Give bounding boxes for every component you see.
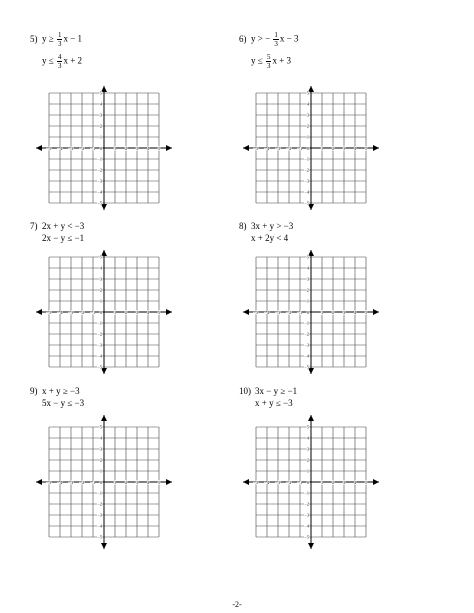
y-tick-label: 1 (99, 134, 102, 140)
x-tick-label: 2 (331, 480, 335, 485)
x-tick-label: 2 (124, 310, 128, 315)
x-tick-label: −4 (264, 480, 270, 485)
y-tick-label: 2 (99, 123, 102, 129)
x-tick-label: −5 (253, 310, 259, 315)
x-tick-label: −3 (275, 480, 281, 485)
arrow-right-icon (373, 145, 379, 151)
problem-number: 10) (239, 386, 251, 396)
x-tick-label: −1 (90, 310, 96, 315)
y-tick-label: −2 (97, 501, 102, 507)
arrow-right-icon (166, 145, 172, 151)
y-tick-label: −5 (97, 534, 102, 540)
x-tick-label: −4 (264, 146, 270, 151)
arrow-left-icon (36, 145, 42, 151)
y-tick-label: −4 (304, 189, 309, 195)
coordinate-grid-5[interactable] (34, 84, 174, 212)
coordinate-grid-7[interactable] (34, 248, 174, 376)
inequality-2: y ≤ $\frac{4}{3}$ x + 2 (42, 53, 83, 70)
inequality-2: x + y ≤ −3 (255, 398, 293, 408)
y-tick-label: 4 (99, 101, 102, 107)
x-tick-label: −3 (68, 480, 74, 485)
coordinate-grid-10[interactable] (241, 413, 381, 551)
arrow-left-icon (36, 309, 42, 315)
y-tick-label: −4 (97, 523, 102, 529)
y-tick-label: −2 (304, 167, 309, 173)
y-tick-label: 3 (306, 112, 309, 118)
y-tick-label: −4 (304, 523, 309, 529)
y-tick-label: −1 (97, 490, 102, 496)
x-tick-label: −1 (90, 146, 96, 151)
x-tick-label: 3 (135, 146, 139, 151)
x-tick-label: −5 (46, 146, 52, 151)
inequality-1: y ≥ $\frac{1}{3}$ x − 1 (42, 31, 83, 48)
y-tick-label: −1 (304, 156, 309, 162)
x-tick-label: 5 (157, 310, 161, 315)
y-tick-label: 3 (99, 276, 102, 282)
y-tick-label: −5 (97, 200, 102, 206)
problem-number: 5) (30, 34, 38, 44)
x-tick-label: −1 (90, 480, 96, 485)
x-tick-label: 1 (320, 146, 324, 151)
x-tick-label: −1 (297, 310, 303, 315)
arrow-left-icon (243, 309, 249, 315)
arrow-left-icon (36, 479, 42, 485)
x-tick-label: −2 (79, 146, 85, 151)
x-tick-label: −2 (286, 480, 292, 485)
x-tick-label: 2 (124, 146, 128, 151)
y-tick-label: −3 (97, 342, 102, 348)
x-tick-label: 1 (113, 480, 117, 485)
y-tick-label: −5 (304, 534, 309, 540)
coordinate-grid-9[interactable] (34, 413, 174, 551)
y-tick-label: 4 (306, 435, 309, 441)
y-tick-label: −5 (304, 200, 309, 206)
y-tick-label: −1 (97, 320, 102, 326)
x-tick-label: −5 (253, 480, 259, 485)
arrow-up-icon (308, 415, 314, 421)
x-tick-label: 4 (146, 310, 150, 315)
page-number: -2- (232, 600, 242, 609)
x-tick-label: 4 (353, 146, 357, 151)
x-tick-label: −3 (68, 146, 74, 151)
x-tick-label: −5 (46, 310, 52, 315)
y-tick-label: −5 (97, 364, 102, 370)
y-tick-label: 4 (99, 265, 102, 271)
inequality-2: 5x − y ≤ −3 (42, 398, 85, 408)
inequality-1: 3x − y ≥ −1 (255, 386, 298, 396)
y-tick-label: −3 (97, 178, 102, 184)
x-tick-label: 1 (113, 310, 117, 315)
arrow-right-icon (166, 479, 172, 485)
y-tick-label: 1 (99, 468, 102, 474)
arrow-down-icon (101, 543, 107, 549)
y-tick-label: 1 (306, 298, 309, 304)
y-tick-label: −2 (97, 167, 102, 173)
y-tick-label: 4 (99, 435, 102, 441)
y-tick-label: 2 (306, 287, 309, 293)
x-tick-label: 1 (113, 146, 117, 151)
x-tick-label: 5 (364, 480, 368, 485)
inequality-1: 2x + y < −3 (42, 221, 85, 231)
x-tick-label: −1 (297, 146, 303, 151)
coordinate-grid-6[interactable] (241, 84, 381, 212)
x-tick-label: −4 (57, 146, 63, 151)
arrow-right-icon (373, 309, 379, 315)
x-tick-label: 0 (306, 480, 310, 485)
x-tick-label: −2 (286, 310, 292, 315)
y-tick-label: −4 (97, 353, 102, 359)
inequality-2: 2x − y ≤ −1 (42, 233, 85, 243)
arrow-right-icon (166, 309, 172, 315)
arrow-left-icon (243, 145, 249, 151)
x-tick-label: 5 (364, 146, 368, 151)
problem-number: 6) (239, 34, 247, 44)
arrow-right-icon (373, 479, 379, 485)
y-tick-label: 5 (99, 424, 102, 430)
inequality-1: y > − $\frac{1}{3}$ x − 3 (251, 31, 299, 48)
x-tick-label: 2 (124, 480, 128, 485)
y-tick-label: −3 (304, 342, 309, 348)
x-tick-label: −4 (57, 310, 63, 315)
y-tick-label: 2 (99, 457, 102, 463)
x-tick-label: 3 (342, 480, 346, 485)
x-tick-label: −2 (79, 310, 85, 315)
x-tick-label: −5 (46, 480, 52, 485)
x-tick-label: 2 (331, 310, 335, 315)
y-tick-label: −2 (97, 331, 102, 337)
x-tick-label: −4 (57, 480, 63, 485)
y-tick-label: −4 (304, 353, 309, 359)
x-tick-label: −3 (68, 310, 74, 315)
x-tick-label: −2 (79, 480, 85, 485)
x-tick-label: 5 (157, 480, 161, 485)
x-tick-label: −1 (297, 480, 303, 485)
y-tick-label: 4 (306, 101, 309, 107)
inequality-1: 3x + y > −3 (251, 221, 294, 231)
y-tick-label: −4 (97, 189, 102, 195)
y-tick-label: 5 (306, 90, 309, 96)
y-tick-label: 5 (99, 90, 102, 96)
arrow-up-icon (101, 415, 107, 421)
y-tick-label: −3 (97, 512, 102, 518)
y-tick-label: −2 (304, 331, 309, 337)
y-tick-label: −2 (304, 501, 309, 507)
y-tick-label: −1 (304, 320, 309, 326)
inequality-2: y ≤ $\frac{5}{3}$ x + 3 (251, 53, 292, 70)
y-tick-label: −3 (304, 178, 309, 184)
y-tick-label: 5 (99, 254, 102, 260)
y-tick-label: 2 (99, 287, 102, 293)
x-tick-label: 2 (331, 146, 335, 151)
x-tick-label: 4 (353, 480, 357, 485)
y-tick-label: 5 (306, 254, 309, 260)
x-tick-label: −3 (275, 146, 281, 151)
x-tick-label: 4 (353, 310, 357, 315)
y-tick-label: 3 (99, 446, 102, 452)
y-tick-label: −5 (304, 364, 309, 370)
x-tick-label: 0 (99, 310, 103, 315)
x-tick-label: 5 (364, 310, 368, 315)
y-tick-label: 5 (306, 424, 309, 430)
problem-number: 8) (239, 221, 247, 231)
problem-number: 7) (30, 221, 38, 231)
y-tick-label: 1 (306, 134, 309, 140)
y-tick-label: 3 (306, 446, 309, 452)
y-tick-label: −1 (97, 156, 102, 162)
x-tick-label: 1 (320, 480, 324, 485)
x-tick-label: 4 (146, 480, 150, 485)
x-tick-label: 3 (135, 310, 139, 315)
y-tick-label: 2 (306, 123, 309, 129)
x-tick-label: −5 (253, 146, 259, 151)
x-tick-label: 3 (135, 480, 139, 485)
x-tick-label: 0 (99, 146, 103, 151)
y-tick-label: −3 (304, 512, 309, 518)
y-tick-label: 3 (99, 112, 102, 118)
x-tick-label: 0 (99, 480, 103, 485)
coordinate-grid-8[interactable] (241, 248, 381, 376)
arrow-left-icon (243, 479, 249, 485)
y-tick-label: 1 (99, 298, 102, 304)
problem-number: 9) (30, 386, 38, 396)
y-tick-label: −1 (304, 490, 309, 496)
x-tick-label: −4 (264, 310, 270, 315)
inequality-2: x + 2y < 4 (251, 233, 289, 243)
x-tick-label: 0 (306, 146, 310, 151)
x-tick-label: −2 (286, 146, 292, 151)
y-tick-label: 2 (306, 457, 309, 463)
x-tick-label: −3 (275, 310, 281, 315)
arrow-down-icon (308, 543, 314, 549)
x-tick-label: 0 (306, 310, 310, 315)
x-tick-label: 4 (146, 146, 150, 151)
y-tick-label: 3 (306, 276, 309, 282)
y-tick-label: 4 (306, 265, 309, 271)
inequality-1: x + y ≥ −3 (42, 386, 80, 396)
x-tick-label: 3 (342, 146, 346, 151)
x-tick-label: 3 (342, 310, 346, 315)
x-tick-label: 1 (320, 310, 324, 315)
y-tick-label: 1 (306, 468, 309, 474)
x-tick-label: 5 (157, 146, 161, 151)
